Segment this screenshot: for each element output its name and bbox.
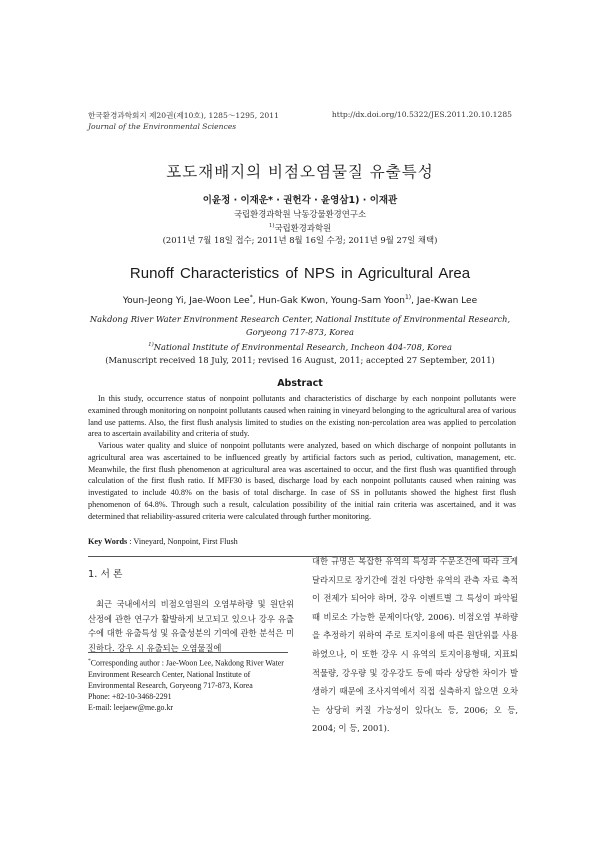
english-affiliation-1b: Goryeong 717-873, Korea (245, 327, 355, 337)
authors-part-b: , Hun-Gak Kwon, Young-Sam Yoon (252, 296, 405, 306)
abstract-paragraph-1: In this study, occurrence status of nonpoint pollutants and characteristics of discharge by each nonpoint pollutants were examined through monitoring on nonpoint pollutants caused when raining in vineyard belonging to the agricultural area of various land use patterns. Also, the first flush analysis limited to studies on the existing non-percolation area was applied to percolation area to ascertain availability and criteria of study. (88, 394, 516, 439)
right-column-body (312, 552, 518, 738)
section-1-body (88, 597, 294, 655)
affiliation-mark: 1) (268, 223, 275, 229)
affiliation-mark: 1) (404, 294, 412, 301)
english-authors (0, 294, 600, 306)
journal-header (88, 110, 279, 132)
korean-title: 포도재배지의 비점오염물질 유출특성 (166, 163, 434, 181)
english-affiliations (0, 313, 600, 367)
footnote-author (88, 656, 298, 691)
english-affiliation-1a: Nakdong River Water Environment Research Center, National Institute of Environmental Research, (89, 314, 511, 324)
korean-affiliation-2 (0, 220, 600, 234)
keywords-text: : Vineyard, Nonpoint, First Flush (127, 537, 238, 546)
keywords-label: Key Words (88, 537, 128, 546)
footnote-divider (88, 652, 288, 653)
korean-dates: (2011년 7월 18일 접수; 2011년 8월 16일 수정; 2011년 9월 27일 채택) (162, 234, 438, 245)
english-affiliation-2-text: National Institute of Environmental Research, Incheon 404-708, Korea (153, 341, 452, 352)
keywords (88, 537, 238, 546)
authors-part-c: , Jae-Kwan Lee (411, 296, 478, 306)
section-1-heading: 1. 서 론 (88, 569, 123, 580)
footnote-phone: Phone: +82-10-3468-2291 (88, 691, 172, 701)
doi-link[interactable]: http://dx.doi.org/10.5322/JES.2011.20.10.1285 (331, 110, 512, 119)
english-affiliation-2 (0, 339, 600, 354)
abstract-body (88, 393, 516, 522)
footnote-email[interactable]: E-mail: leejaew@me.go.kr (88, 702, 174, 712)
footnote-author-text: Corresponding author : Jae-Woon Lee, Nakdong River Water Environment Research Center, National Institute of Environmental Research, Goryeong 717-873, Korea (88, 658, 284, 690)
corresponding-mark: * (249, 294, 253, 301)
footnote (88, 656, 298, 713)
abstract-paragraph-2: Various water quality and sluice of nonpoint pollutants were analyzed, based on which discharge of nonpoint pollutants in agricultural area was ascertained to be influenced greatly by artificial factors such as period, cultivation, management, etc. Meanwhile, the first flush phenomenon at agricultural area was ascertained to occur, and the first flush was quantified through calculation of the first flush ratio. If MFF30 is based, discharge load by each nonpoint pollutants caused when raining was investigated to include 40.8% on the basis of total discharge. In case of SS in pollutants showed the highest first flush phenomenon of 64.8%. Through such a result, calculation possibility of the initial rain criteria was ascertained, and it was determined that reliability-assured criteria were calculated through further monitoring. (88, 441, 516, 521)
journal-english: Journal of the Environmental Sciences (88, 122, 237, 131)
korean-affiliation-2-text: 국립환경과학원 (274, 222, 332, 233)
korean-authors: 이윤정 · 이재운* · 권헌각 · 윤영삼1) · 이재관 (202, 195, 398, 206)
affiliation-mark: 1) (148, 342, 154, 348)
korean-affiliation-1: 국립환경과학원 낙동강물환경연구소 (233, 209, 367, 219)
footnote-mark: * (88, 658, 91, 664)
english-dates: (Manuscript received 18 July, 2011; revised 16 August, 2011; accepted 27 September, 2011) (105, 354, 495, 365)
english-title: Runoff Characteristics of NPS in Agricultural Area (129, 265, 471, 282)
abstract-heading: Abstract (277, 378, 323, 389)
section-1-paragraph: 최근 국내에서의 비점오염원의 오염부하량 및 원단위 산정에 관한 연구가 활발하게 보고되고 있으나 강우 유출수에 대한 유출특성 및 유출성분의 기여에 관한 분석은 미진하다. 강우 시 유출되는 오염물질에 (88, 599, 294, 653)
right-column-paragraph: 대한 규명은 복잡한 유역의 특성과 수문조건에 따라 크게 달라지므로 장기간에 걸친 다양한 유역의 관측 자료 축적이 전제가 되어야 하며, 강우 이벤트별 그 특성이 파악될 때 비로소 가능한 문제이다(양, 2006). 비점오염 부하량을 추정하기 위하여 주로 토지이용에 따른 원단위를 사용하였으나, 이 또한 강우 시 유역의 토지이용형태, 지표퇴적물량, 강우량 및 강우강도 등에 따라 상당한 차이가 발생하기 때문에 조사지역에서 직접 실측하지 않으면 오차는 상당히 커질 가능성이 있다(노 등, 2006; 오 등, 2004; 이 등, 2001). (312, 556, 518, 734)
authors-part-a: Youn-Jeong Yi, Jae-Woon Lee (122, 296, 250, 306)
korean-affiliations (0, 208, 600, 246)
journal-korean: 한국환경과학회지 제20권(제10호), 1285～1295, 2011 (88, 111, 279, 120)
